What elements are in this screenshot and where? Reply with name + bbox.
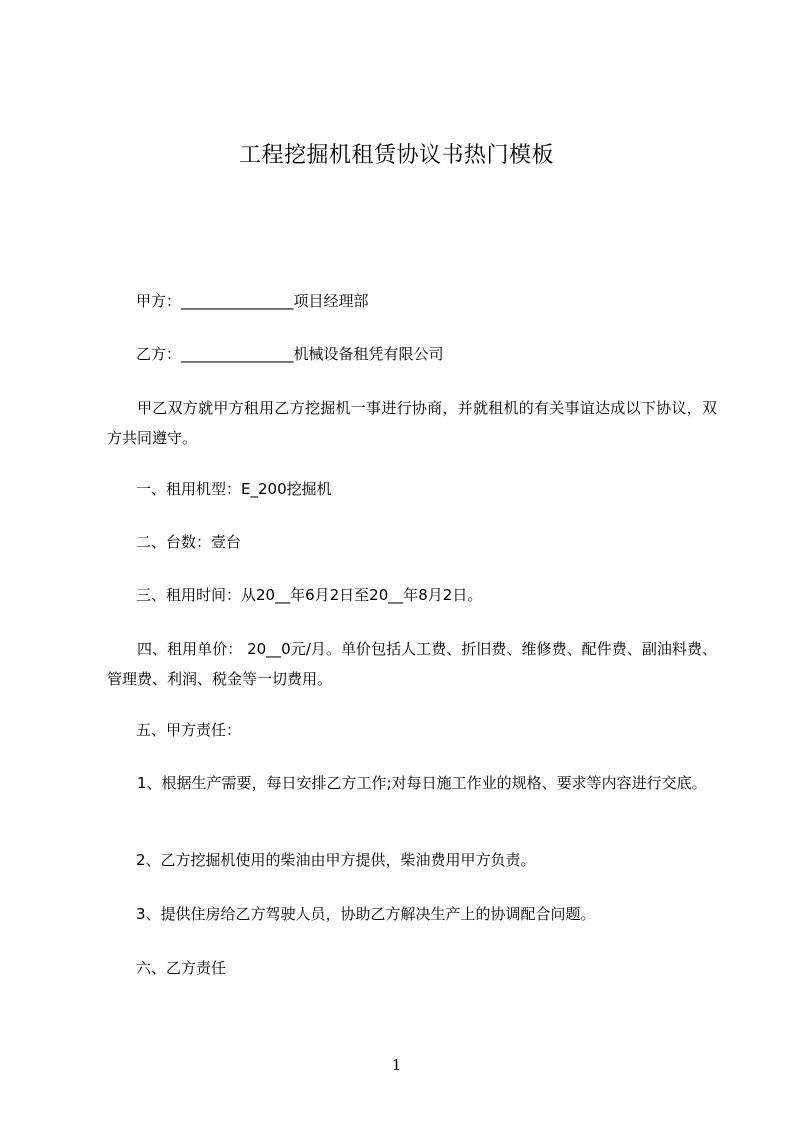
clause-party-a-duties-heading: 五、甲方责任： xyxy=(136,721,242,739)
preamble-paragraph: 甲乙双方就甲方租用乙方挖掘机一事进行协商，并就租机的有关事谊达成以下协议，双方共同遵守。 xyxy=(107,399,717,447)
document-title: 工程挖掘机租赁协议书热门模板 xyxy=(238,143,554,168)
party-a-duty-3: 3、提供住房给乙方驾驶人员，协助乙方解决生产上的协调配合问题。 xyxy=(136,905,596,923)
clause-unit-price: 四、租用单价： 20__0元/月。单价包括人工费、折旧费、维修费、配件费、副油料费、管理费、利润、税金等一切费用。 xyxy=(107,640,717,688)
party-a-line: 甲方：_______________项目经理部 xyxy=(136,292,369,310)
clause-party-b-duties-heading: 六、乙方责任 xyxy=(136,959,227,977)
party-b-line: 乙方：_______________机械设备租凭有限公司 xyxy=(136,345,444,363)
clause-unit-count: 二、台数：壹台 xyxy=(136,533,242,551)
clause-rental-period: 三、租用时间：从20__年6月2日至20__年8月2日。 xyxy=(136,586,483,604)
clause-machine-model: 一、租用机型：E_200挖掘机 xyxy=(136,480,332,498)
party-a-duty-1: 1、根据生产需要，每日安排乙方工作;对每日施工作业的规格、要求等内容进行交底。 xyxy=(137,774,707,792)
party-a-duty-2: 2、乙方挖掘机使用的柴油由甲方提供，柴油费用甲方负责。 xyxy=(136,851,536,869)
page-number: 1 xyxy=(391,1056,402,1074)
